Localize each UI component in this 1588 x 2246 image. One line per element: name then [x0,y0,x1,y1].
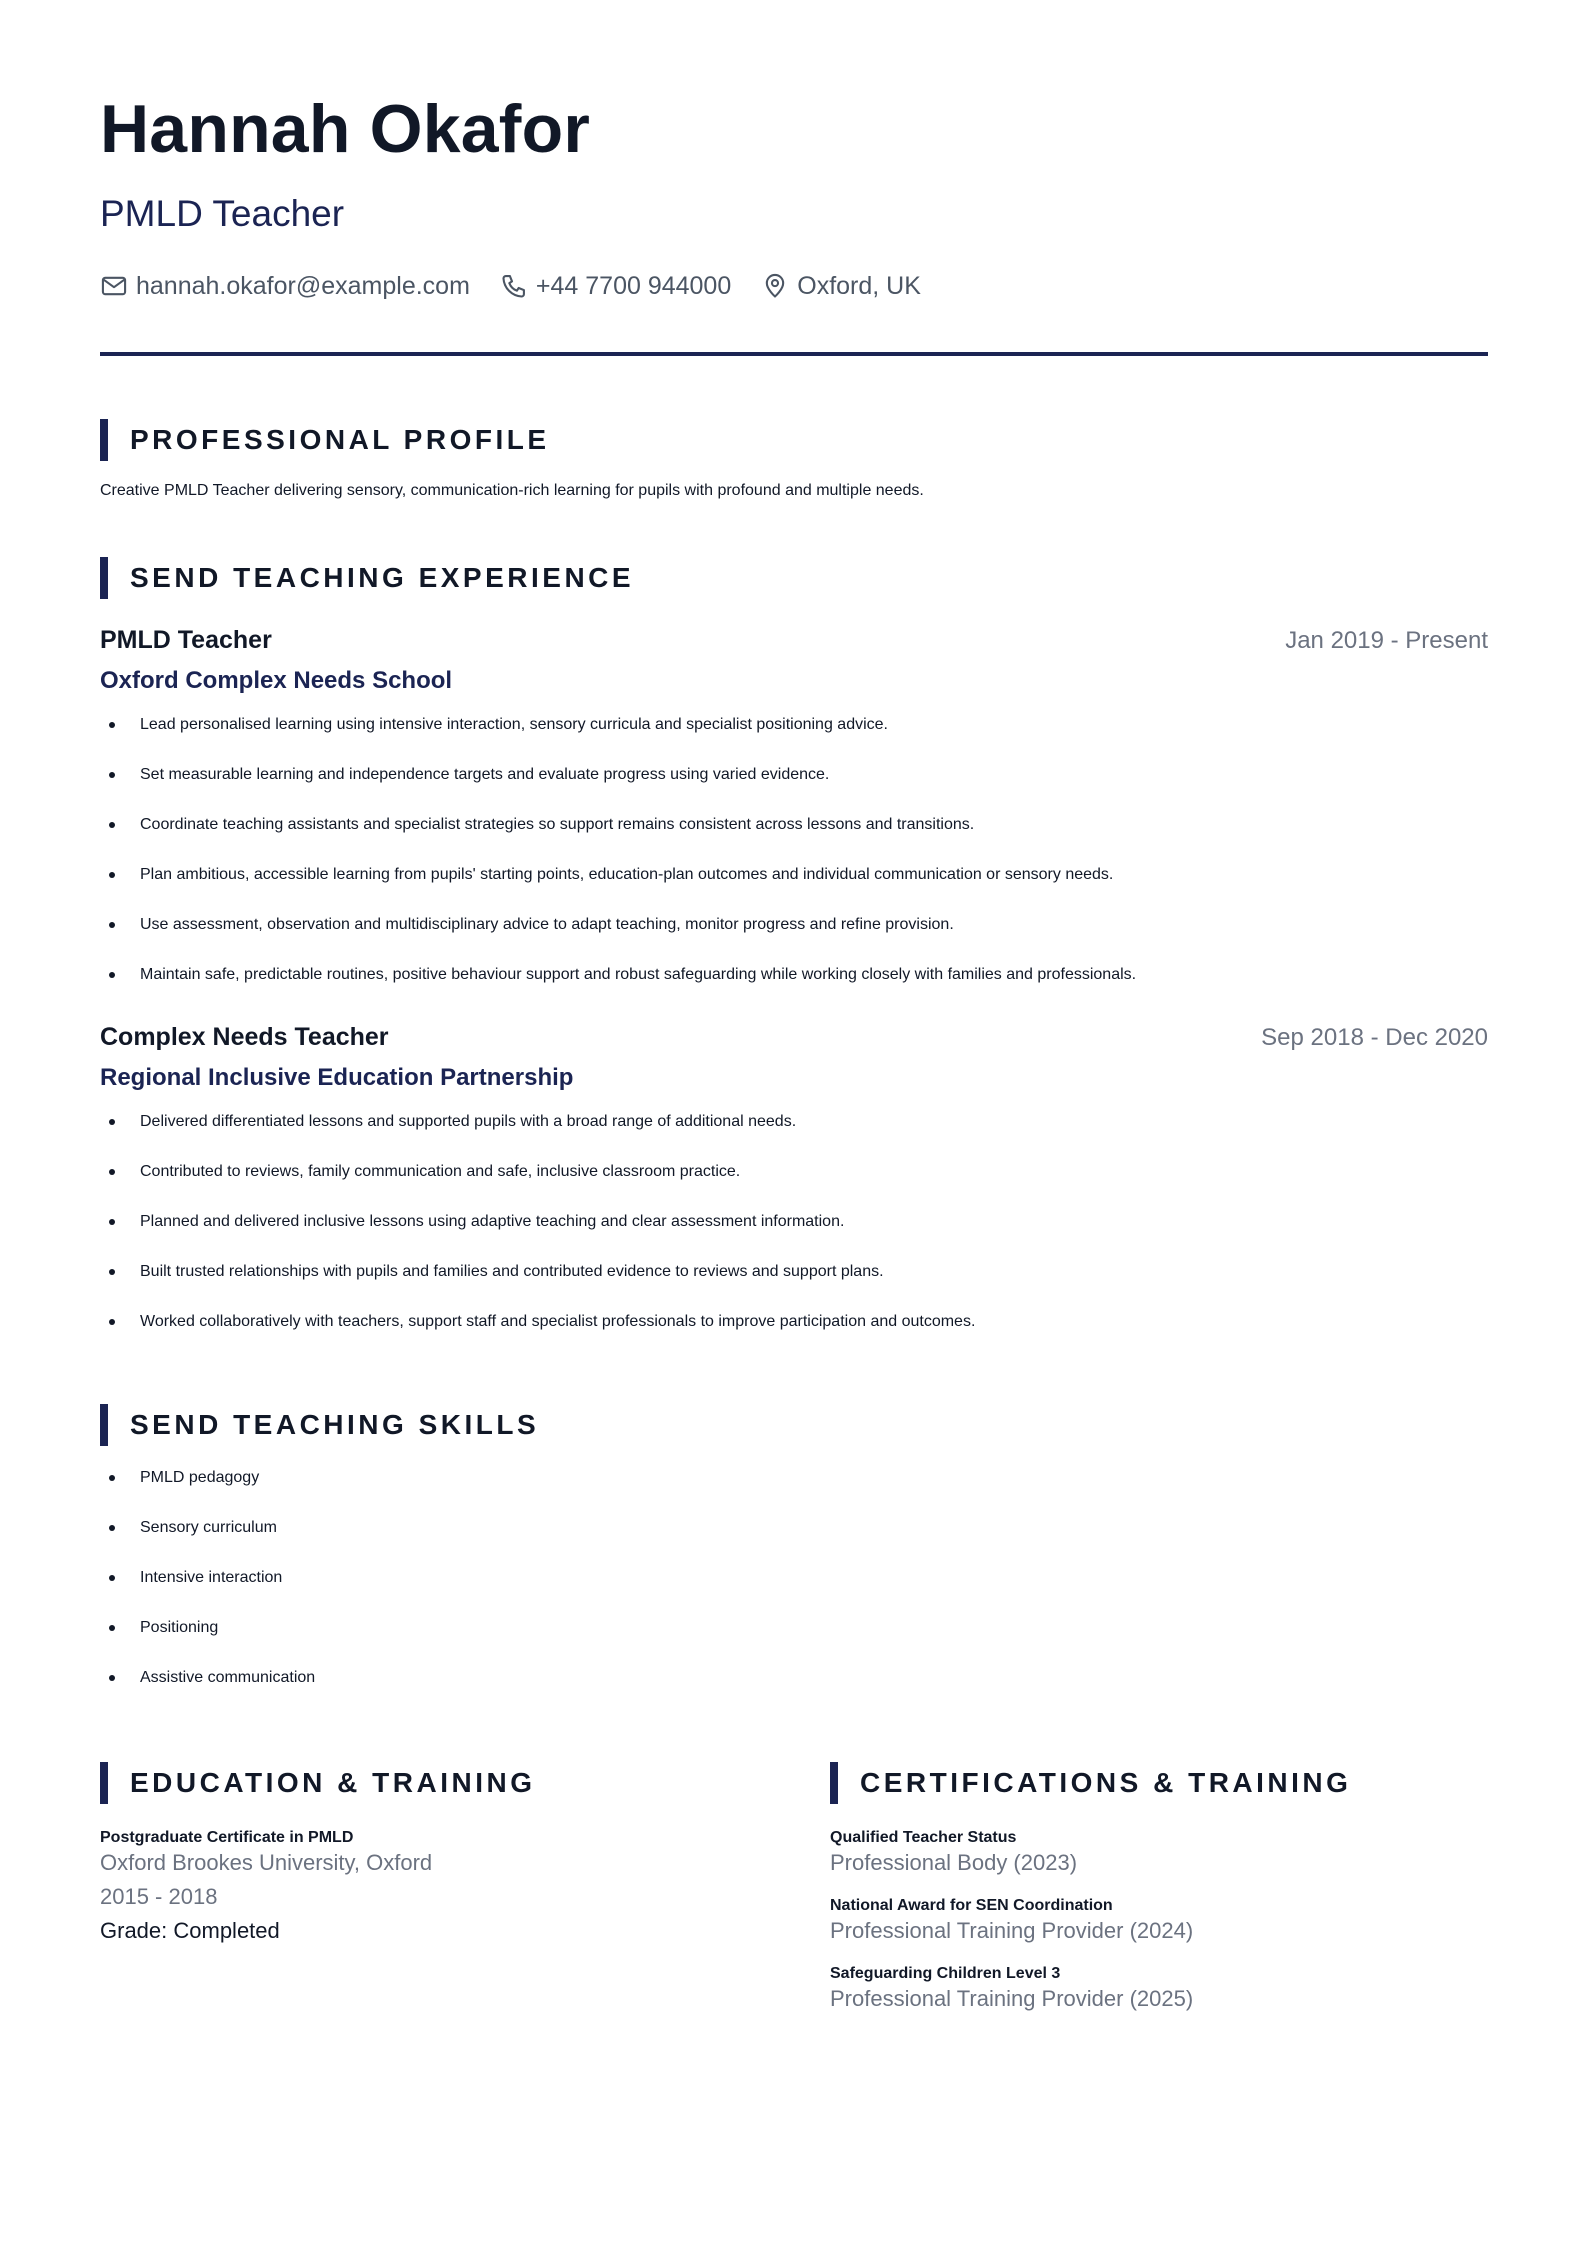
certifications-title: CERTIFICATIONS & TRAINING [860,1767,1352,1798]
profile-title: PROFESSIONAL PROFILE [130,424,550,455]
skills-list [100,1468,1488,1718]
job-company: Regional Inclusive Education Partnership [100,1064,574,1091]
education-entry [100,1828,830,1946]
list-item: Use assessment, observation and multidisciplinary advice to adapt teaching, monitor progress and refine provision. [100,915,1488,965]
location-text: Oxford, UK [797,271,921,300]
bottom-columns [100,1762,1488,2032]
certification-item [830,1964,1488,2014]
skills-section [100,1404,1488,1718]
job-entry [100,626,1488,1015]
experience-section [100,557,1488,1362]
section-accent-bar [100,1404,108,1446]
section-accent-bar [100,1762,108,1804]
section-heading [100,557,1488,599]
section-accent-bar [100,419,108,461]
education-grade: Grade: Completed [100,1918,280,1943]
certification-name: National Award for SEN Coordination [830,1897,1113,1914]
profile-section [100,419,1488,501]
list-item: Built trusted relationships with pupils and families and contributed evidence to reviews and support plans. [100,1262,1488,1312]
profile-summary: Creative PMLD Teacher delivering sensory, communication-rich learning for pupils with profound and multiple needs. [100,482,924,499]
candidate-name: Hannah Okafor [100,91,591,167]
skills-title: SEND TEACHING SKILLS [130,1409,540,1440]
list-item: Positioning [100,1618,1488,1668]
job-entry [100,1023,1488,1362]
list-item: Contributed to reviews, family communication and safe, inclusive classroom practice. [100,1162,1488,1212]
list-item: Set measurable learning and independence targets and evaluate progress using varied evidence. [100,765,1488,815]
contact-phone[interactable] [500,272,731,301]
contact-email[interactable] [100,272,470,301]
certification-name: Safeguarding Children Level 3 [830,1965,1061,1982]
phone-text[interactable]: +44 7700 944000 [535,271,732,300]
job-date: Sep 2018 - Dec 2020 [1261,1024,1488,1051]
job-bullets [100,715,1488,1015]
education-title: EDUCATION & TRAINING [130,1767,536,1798]
list-item: Sensory curriculum [100,1518,1488,1568]
list-item: PMLD pedagogy [100,1468,1488,1518]
certification-issuer: Professional Training Provider (2024) [830,1918,1194,1943]
section-heading [100,1404,1488,1446]
certification-issuer: Professional Body (2023) [830,1850,1078,1875]
job-header [100,626,1488,655]
certification-issuer: Professional Training Provider (2025) [830,1986,1194,2011]
experience-title: SEND TEACHING EXPERIENCE [130,562,635,593]
list-item: Maintain safe, predictable routines, positive behaviour support and robust safeguarding while working closely with families and professionals. [100,965,1488,1015]
job-date: Jan 2019 - Present [1285,627,1488,654]
list-item: Intensive interaction [100,1568,1488,1618]
list-item: Coordinate teaching assistants and specialist strategies so support remains consistent across lessons and transitions. [100,815,1488,865]
job-title: PMLD Teacher [100,626,272,654]
job-company: Oxford Complex Needs School [100,667,453,694]
education-section [100,1762,830,2032]
education-years: 2015 - 2018 [100,1884,218,1909]
candidate-role: PMLD Teacher [100,193,345,234]
job-bullets [100,1112,1488,1362]
certifications-section [830,1762,1488,2032]
contact-location [761,272,921,301]
job-title: Complex Needs Teacher [100,1023,389,1051]
phone-icon [500,272,528,300]
certification-item [830,1896,1488,1946]
resume-header [100,0,1488,356]
list-item: Delivered differentiated lessons and supported pupils with a broad range of additional needs. [100,1112,1488,1162]
header-divider [100,352,1488,356]
institution: Oxford Brookes University, Oxford [100,1850,433,1875]
map-pin-icon [761,272,789,300]
mail-icon [100,272,128,300]
contact-row [100,268,1488,304]
email-text[interactable]: hannah.okafor@example.com [136,271,470,300]
list-item: Lead personalised learning using intensive interaction, sensory curricula and specialist positioning advice. [100,715,1488,765]
degree-title: Postgraduate Certificate in PMLD [100,1829,354,1846]
list-item: Plan ambitious, accessible learning from pupils' starting points, education-plan outcomes and individual communication or sensory needs. [100,865,1488,915]
list-item: Worked collaboratively with teachers, support staff and specialist professionals to improve participation and outcomes. [100,1312,1488,1362]
certification-item [830,1828,1488,1878]
job-header [100,1023,1488,1052]
list-item: Planned and delivered inclusive lessons using adaptive teaching and clear assessment information. [100,1212,1488,1262]
certification-name: Qualified Teacher Status [830,1829,1017,1846]
section-heading [100,1762,830,1804]
section-heading [830,1762,1488,1804]
section-heading [100,419,1488,461]
section-accent-bar [830,1762,838,1804]
list-item: Assistive communication [100,1668,1488,1718]
section-accent-bar [100,557,108,599]
certifications-list [830,1828,1488,2014]
